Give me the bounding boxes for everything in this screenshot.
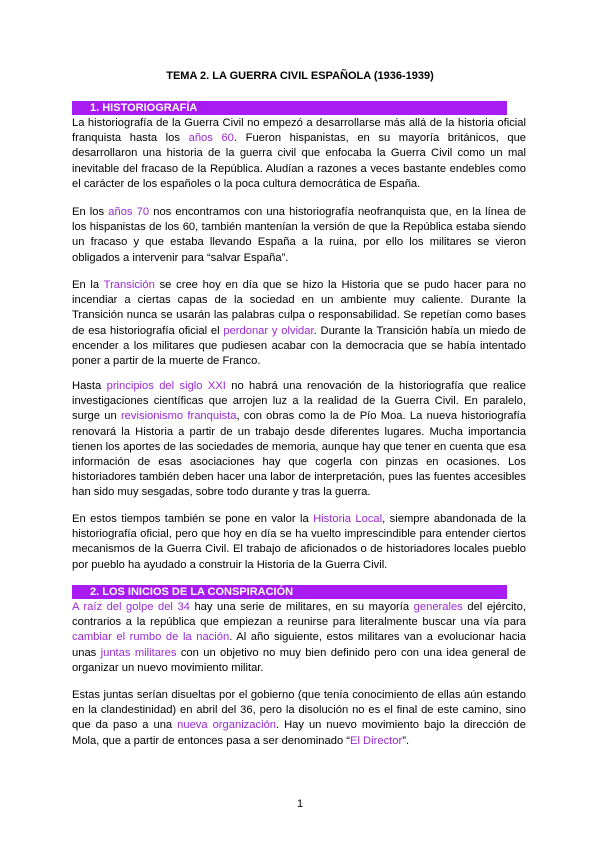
section-heading-historiografia: 1. HISTORIOGRAFÍA — [72, 101, 507, 115]
highlighted-term: cambiar el rumbo de la nación — [72, 631, 230, 644]
text-run: En la — [72, 279, 104, 291]
highlighted-term: juntas militares — [100, 646, 177, 659]
text-run: nos encontramos con una historiografía neofranquista que, en la línea de los hispanistas de los 60, también mantenían la versión de que la República estaba siendo un fracaso y que estaba llevando España a la ruina, por ello los militares se vieron obligados a intervenir para “salvar España”. — [72, 206, 527, 264]
text-run: Estas juntas serían disueltas por el gobierno (que tenía conocimiento de ellas aún estando en la clandestinidad) en abril del 36, pero la disolución no es el final de este camino, sino que da paso a una — [72, 689, 526, 732]
text-run: se cree hoy en día que se hizo la Historia que se pudo hacer para no incendiar a ciertas capas de la sociedad en un ambiente muy caliente. Durante la Transición nunca se usarán las palabras culpa o responsabilidad. Se repetían como bases de esa historiografía oficial el — [72, 279, 526, 337]
paragraph — [72, 688, 526, 749]
highlighted-term: principios del siglo XXI — [106, 380, 226, 392]
text-run: . Durante la Transición había un miedo de encender a los militares que pudiesen acabar con la democracia que se había intentado poner a partir de la muerte de Franco. — [72, 324, 526, 368]
text-run: del ejército, contrarios a la república que empiezan a reunirse para literalmente buscar una vía para — [72, 601, 526, 629]
text-run: En los — [72, 206, 109, 218]
text-run: con un objetivo no muy bien definido pero con una idea general de organizar un nuevo movimiento militar. — [72, 646, 527, 674]
text-run: Hasta — [72, 380, 107, 392]
text-run: hay una serie de militares, en su mayoría — [189, 601, 414, 613]
text-run: La historiografía de la Guerra Civil no empezó a desarrollarse más allá de la historia oficial franquista hasta los — [72, 117, 526, 145]
highlighted-term: Transición — [103, 279, 155, 291]
text-run: , con obras como la de Pío Moa. La nueva historiografía renovará la Historia a partir de un trabajo desde diferentes lugares. Mucha importancia tienen los aportes de las sociedades de memoria, aunque hay que tener en cuenta que esa información de esas asociaciones hay que cogerla con pinzas en ocasiones. Los historiadores también deben hacer una labor de interpretación, pues las fuentes accesibles han sido muy sesgadas, sobre todo durante y tras la guerra. — [72, 410, 526, 499]
highlighted-term: años 70 — [108, 206, 150, 218]
highlighted-term: revisionismo franquista — [120, 410, 237, 423]
text-run: . Hay un nuevo movimiento bajo la dirección de Mola, que a partir de entonces pasa a ser denominado “ — [72, 719, 526, 747]
text-run: , siempre abandonada de la historiografía oficial, pero que hoy en día se ha vuelto imprescindible para entender ciertos mecanismos de la Guerra Civil. El trabajo de aficionados o de historiadores locales pueblo por pueblo ha ayudado a construir la Historia de la Guerra Civil. — [72, 513, 527, 571]
text-run: . Fueron hispanistas, en su mayoría británicos, que desarrollaron una historia de la guerra civil que enfocaba la Guerra Civil como un mal inevitable del fracaso de la República. Aludían a razones a veces bastante endebles como el carácter de los españoles o la poca cultura democrática de España. — [72, 132, 527, 190]
paragraph — [72, 379, 526, 501]
section-heading-conspiracion: 2. LOS INICIOS DE LA CONSPIRACIÓN — [72, 585, 507, 599]
text-run: . Al año siguiente, estos militares van a evolucionar hacia unas — [72, 631, 527, 659]
paragraph — [72, 205, 526, 266]
highlighted-term: generales — [413, 601, 463, 613]
highlighted-term: El Director — [350, 734, 403, 747]
text-run: ”. — [402, 734, 410, 747]
highlighted-term: años 60 — [188, 132, 234, 145]
paragraph — [72, 600, 526, 676]
highlighted-term: A raíz del golpe del 34 — [72, 601, 190, 613]
highlighted-term: nueva organización — [177, 719, 277, 732]
paragraph — [72, 278, 526, 369]
page-number: 1 — [296, 798, 304, 810]
paragraph — [72, 116, 526, 192]
text-run: no habrá una renovación de la historiografía que realice investigaciones científicas que arrojen luz a la realidad de la Guerra Civil. En paralelo, surge un — [72, 380, 526, 423]
text-run: En estos tiempos también se pone en valor la — [72, 513, 314, 525]
highlighted-term: perdonar y olvidar — [223, 324, 314, 337]
highlighted-term: Historia Local — [313, 513, 383, 525]
document-title: TEMA 2. LA GUERRA CIVIL ESPAÑOLA (1936-1939) — [166, 70, 434, 82]
paragraph — [72, 512, 526, 573]
